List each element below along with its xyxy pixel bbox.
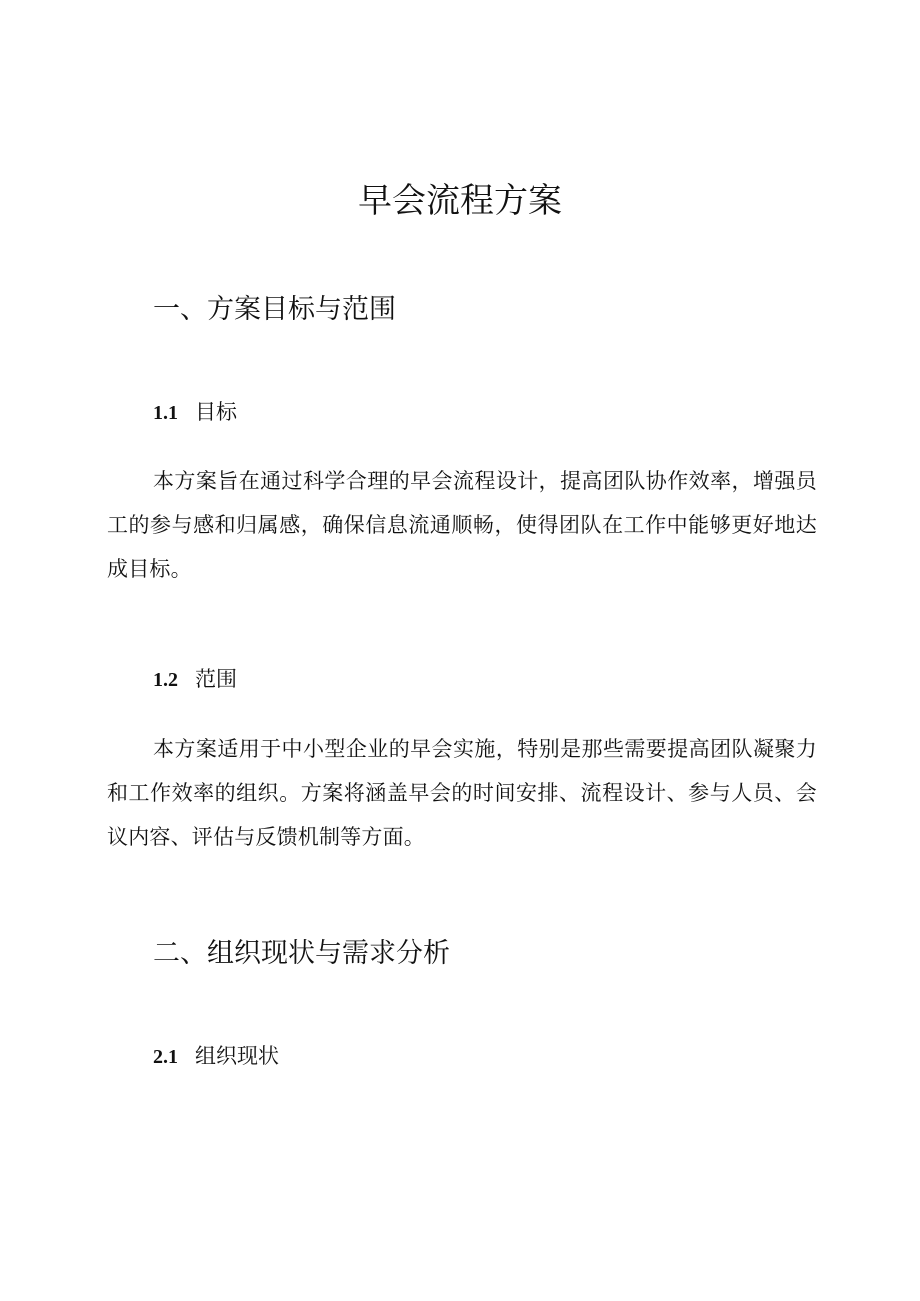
paragraph-scope: 本方案适用于中小型企业的早会实施，特别是那些需要提高团队凝聚力和工作效率的组织。方案将涵盖早会的时间安排、流程设计、参与人员、会议内容、评估与反馈机制等方面。 (107, 737, 817, 849)
subsection-number: 1.2 (153, 669, 178, 691)
subsection-number: 2.1 (153, 1046, 178, 1068)
document-title: 早会流程方案 (358, 181, 562, 221)
section-heading-2: 二、组织现状与需求分析 (153, 938, 450, 969)
subsection-heading-1-2 (153, 664, 237, 695)
subsection-heading-1-1 (153, 397, 237, 428)
subsection-number: 1.1 (153, 402, 178, 424)
subsection-heading-2-1 (153, 1041, 279, 1072)
subsection-title: 目标 (195, 400, 237, 424)
section-heading-1: 一、方案目标与范围 (153, 294, 396, 325)
subsection-title: 组织现状 (195, 1044, 279, 1068)
paragraph-objective: 本方案旨在通过科学合理的早会流程设计，提高团队协作效率，增强员工的参与感和归属感，确保信息流通顺畅，使得团队在工作中能够更好地达成目标。 (107, 469, 817, 581)
subsection-title: 范围 (195, 667, 237, 691)
